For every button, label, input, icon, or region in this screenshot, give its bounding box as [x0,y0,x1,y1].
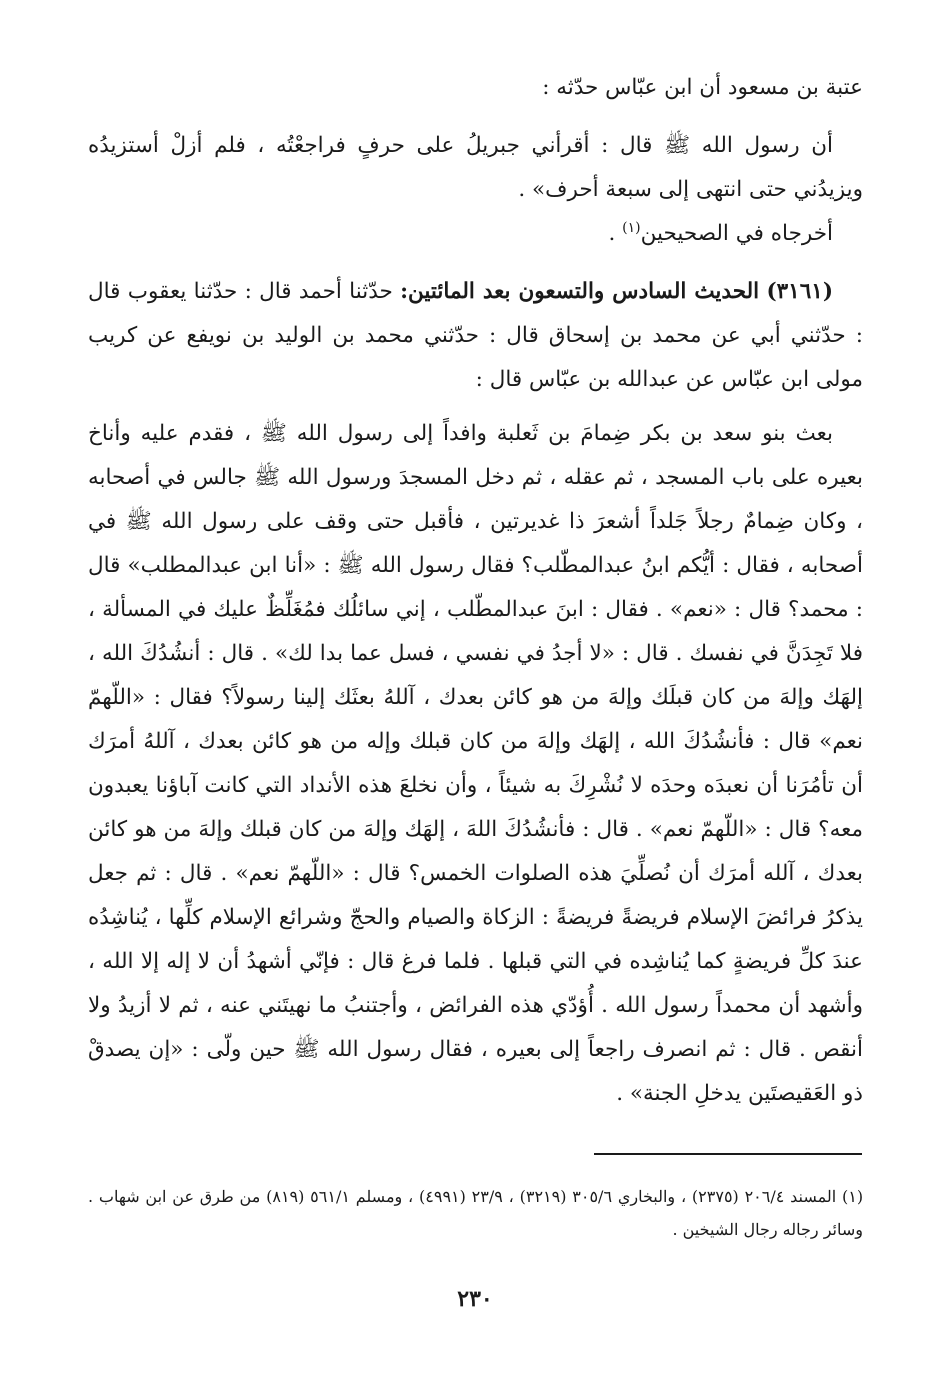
intro-line: عتبة بن مسعود أن ابن عبّاس حدّثه : [542,75,863,100]
footnotes [88,1180,863,1246]
matn-paragraph: بعث بنو سعد بن بكر ضِمامَ بن ثَعلبة وافداً إلى رسول الله ﷺ ، فقدم عليه وأناخ بعيره على باب المسجد ، ثم عقله ، ثم دخل المسجدَ ورسول الله ﷺ جالس في أصحابه ، وكان ضِمامٌ رجلاً جَلداً أشعرَ ذا غديرتين ، فأقبل حتى وقف على رسول الله ﷺ في أصحابه ، فقال : أيُّكم ابنُ عبدالمطّلب؟ فقال رسول الله ﷺ : «أنا ابن عبدالمطلب» قال : محمد؟ قال : «نعم» . فقال : ابنَ عبدالمطّلب ، إني سائلُك فمُغَلِّظٌ عليك في المسألة ، فلا تَجِدَنَّ في نفسك . قال : «لا أجدُ في نفسي ، فسل عما بدا لك» . قال : أنشُدُكَ الله ، إلهَك وإلهَ من كان قبلَك وإلهَ من هو كائن بعدك ، آللهُ بعثَك إلينا رسولاً؟ فقال : «اللّهمّ نعم» قال : فأنشُدُكَ الله ، إلهَك وإلهَ من كان قبلك وإله من هو كائن بعدك ، آللهُ أمرَك أن تأمُرَنا أن نعبدَه وحدَه لا نُشْرِكَ به شيئاً ، وأن نخلعَ هذه الأنداد التي كانت آباؤنا يعبدون معه؟ قال : «اللّهمّ نعم» . قال : فأنشُدُكَ اللهَ ، إلهَك وإلهَ من كان قبلك وإلهَ من هو كائن بعدك ، آلله أمرَك أن نُصلِّيَ هذه الصلوات الخمس؟ قال : «اللّهمّ نعم» . قال : ثم جعل يذكرُ فرائضَ الإسلام فريضةً فريضةً : الزكاة والصيام والحجّ وشرائع الإسلام كلِّها ، يُناشِدُه عندَ كلِّ فريضةٍ كما يُناشِده في التي قبلها . فلما فرغ قال : فإنّي أشهدُ أن لا إله إلا الله ، وأشهد أن محمداً رسول الله . أُؤدّي هذه الفرائض ، وأجتنبُ ما نهيتَني عنه ، ثم لا أزيدُ ولا أنقص . قال : ثم انصرف راجعاً إلى بعيره ، فقال رسول الله ﷺ حين ولّى : «إن يصدقْ ذو العَقيصتَين يدخلِ الجنة» . [88,421,863,1106]
hadith-text: أن رسول الله ﷺ قال : أقرأني جبريلُ على حرفٍ فراجعْتُه ، فلم أزلْ أستزيدُه ويزيدُني حتى انتهى إلى سبعة أحرف» . [88,133,863,202]
isnad-text: حدّثنا أحمد قال : حدّثنا يعقوب قال : حدّثني أبي عن محمد بن إسحاق قال : حدّثني محمد بن الوليد بن نويفع عن كريب مولى ابن عبّاس عن عبدالله بن عبّاس قال : [88,279,863,392]
footnote-1: (١) المسند ٢٠٦/٤ (٢٣٧٥) ، والبخاري ٣٠٥/٦ (٣٢١٩) ، ٢٣/٩ (٤٩٩١) ، ومسلم ٥٦١/١ (٨١٩) من طرق عن ابن شهاب . وسائر رجاله رجال الشيخين . [88,1187,864,1239]
page-body [88,66,863,1116]
hadith-number: (٣١٦١) [766,279,834,304]
page-number: ٢٣٠ [457,1286,493,1312]
takhrij-text: أخرجاه في الصحيحين [640,221,833,246]
hadith-heading: الحديث السادس والتسعون بعد المائتين: [400,279,760,304]
footnote-divider-line [594,1153,862,1155]
takhrij-end: . [608,221,623,246]
takhrij-line [88,212,863,256]
isnad-paragraph [88,270,863,402]
footnote-marker: (١) [622,219,641,236]
